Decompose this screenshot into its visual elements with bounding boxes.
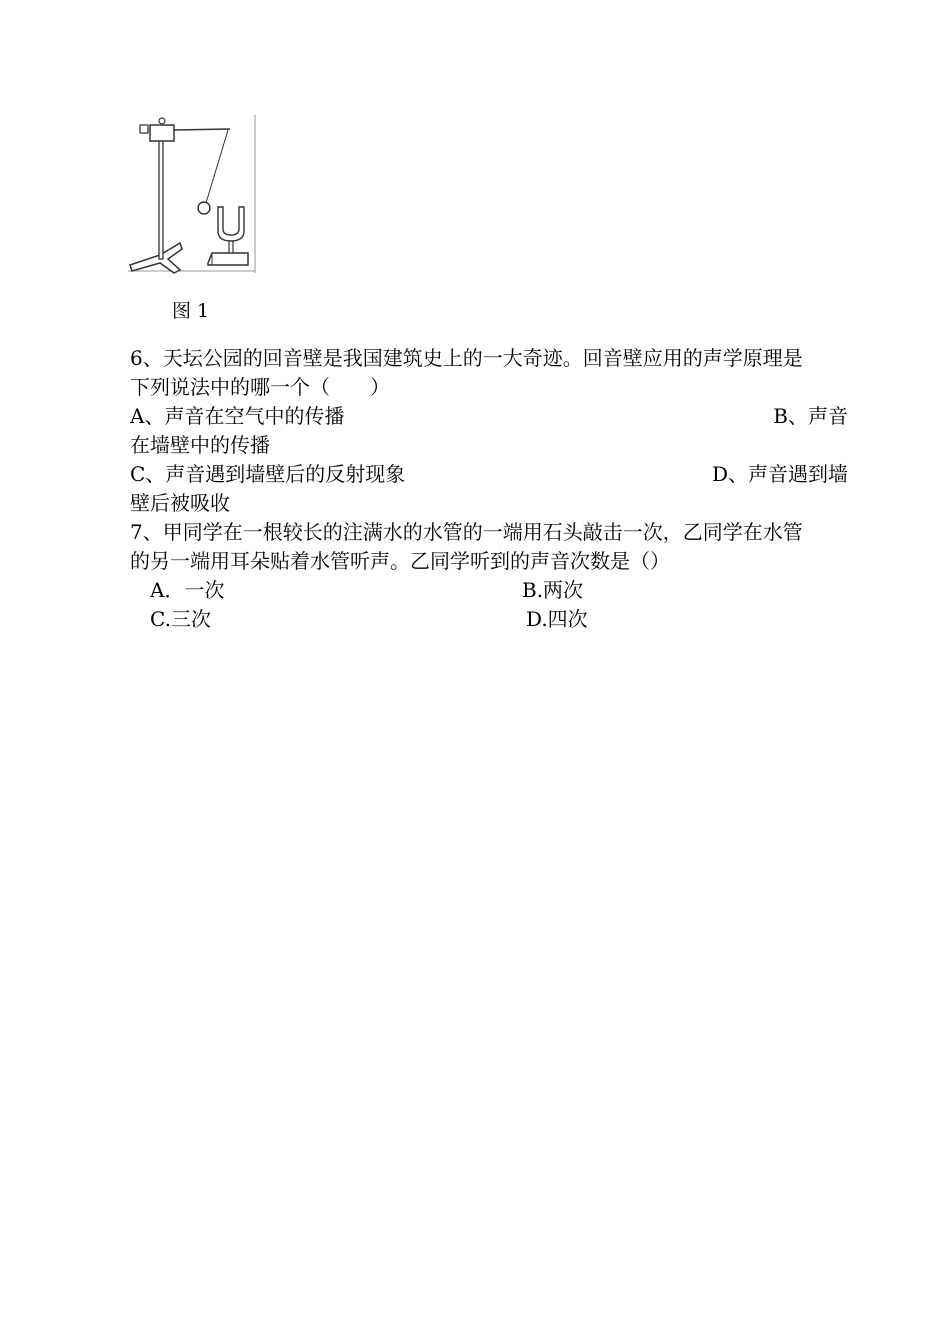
q7-option-c: C.三次 [150, 607, 211, 631]
q6-option-b-continued: 在墙壁中的传播 [130, 433, 270, 457]
q7-options-row-1 [130, 576, 848, 605]
figure-caption: 图 1 [172, 300, 210, 322]
question-content [130, 344, 848, 634]
pendulum-tuning-fork-icon [128, 115, 258, 275]
q6-option-b: B、声音 [773, 404, 848, 428]
q6-option-c: C、声音遇到墙壁后的反射现象 [130, 462, 406, 486]
q7-option-d: D.四次 [526, 607, 588, 631]
pendulum-tuning-fork-figure [128, 115, 258, 275]
q7-stem-line-1: 7、甲同学在一根较长的注满水的水管的一端用石头敲击一次，乙同学在水管 [130, 520, 803, 544]
q6-option-d: D、声音遇到墙 [711, 462, 848, 486]
q7-options-row-2 [130, 605, 848, 634]
q6-option-a: A、声音在空气中的传播 [130, 404, 345, 428]
q6-options-row-2 [130, 460, 848, 489]
q6-stem-line-2: 下列说法中的哪一个（ ） [130, 375, 390, 399]
q6-stem-line-1: 6、天坛公园的回音壁是我国建筑史上的一大奇迹。回音壁应用的声学原理是 [130, 346, 803, 370]
q7-option-b: B.两次 [522, 578, 584, 602]
q6-option-d-continued: 壁后被吸收 [130, 491, 230, 515]
q7-option-a: A．一次 [150, 578, 225, 602]
q7-stem-line-2: 的另一端用耳朵贴着水管听声。乙同学听到的声音次数是（） [130, 549, 670, 573]
q6-options-row-1 [130, 402, 848, 431]
